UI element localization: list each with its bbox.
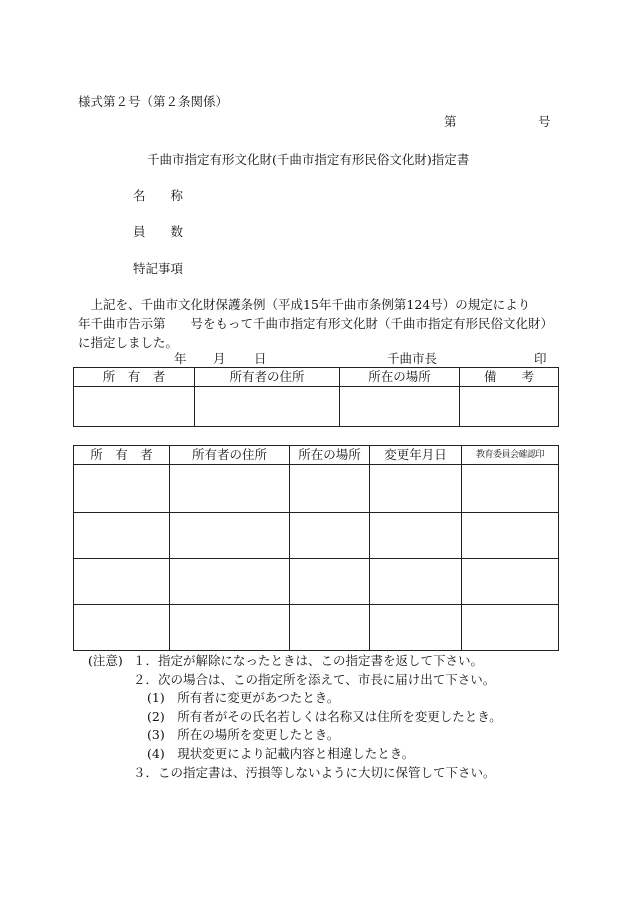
field-name-label: 名 称 [133, 188, 184, 203]
note-subitem: (3) 所在の場所を変更したとき。 [147, 727, 340, 742]
document-title: 千曲市指定有形文化財(千曲市指定有形民俗文化財)指定書 [147, 152, 470, 167]
note-item: ３．この指定書は、汚損等しないように大切に保管して下さい。 [133, 765, 496, 780]
number-suffix: 号 [538, 114, 551, 129]
owner-address-header: 所有者の住所 [170, 446, 290, 465]
date-month: 月 [213, 351, 226, 366]
owner-header: 所 有 者 [74, 446, 170, 465]
change-history-table [73, 445, 559, 651]
issuer-title: 千曲市長 [387, 351, 438, 366]
note-subitem: (4) 現状変更により記載内容と相違したとき。 [147, 746, 415, 761]
note-subitem: (2) 所有者がその氏名若しくは名称又は住所を変更したとき。 [147, 709, 502, 724]
location-header: 所在の場所 [290, 446, 370, 465]
date-year: 年 [174, 351, 187, 366]
table-row [74, 605, 559, 651]
owner-header: 所 有 者 [74, 368, 195, 387]
location-cell [340, 387, 460, 427]
board-confirmation-seal-header: 教育委員会確認印 [462, 446, 559, 465]
change-date-header: 変更年月日 [370, 446, 462, 465]
location-header: 所在の場所 [340, 368, 460, 387]
seal-mark: 印 [534, 351, 547, 366]
table-row [74, 559, 559, 605]
designation-statement: 上記を、千曲市文化財保護条例（平成15年千曲市条例第124号）の規定により 年千曲市告示第 号をもって千曲市指定有形文化財（千曲市指定有形民俗文化財）に指定しました。 [78, 297, 556, 350]
notes-label: (注意) [88, 653, 123, 668]
table-row [74, 387, 559, 427]
remarks-header: 備 考 [460, 368, 559, 387]
note-item: １．指定が解除になったときは、この指定書を返して下さい。 [133, 653, 484, 668]
table-row [74, 465, 559, 513]
table-row [74, 513, 559, 559]
date-day: 日 [254, 351, 267, 366]
owner-address-cell [195, 387, 340, 427]
remarks-cell [460, 387, 559, 427]
form-label: 様式第２号（第２条関係） [78, 94, 229, 109]
field-notes-label: 特記事項 [133, 261, 184, 276]
note-item: ２．次の場合は、この指定所を添えて、市長に届け出て下さい。 [133, 672, 496, 687]
owner-table [73, 367, 559, 427]
number-prefix: 第 [444, 114, 457, 129]
owner-cell [74, 387, 195, 427]
note-subitem: (1) 所有者に変更があつたとき。 [147, 690, 340, 705]
field-count-label: 員 数 [133, 224, 184, 239]
owner-address-header: 所有者の住所 [195, 368, 340, 387]
